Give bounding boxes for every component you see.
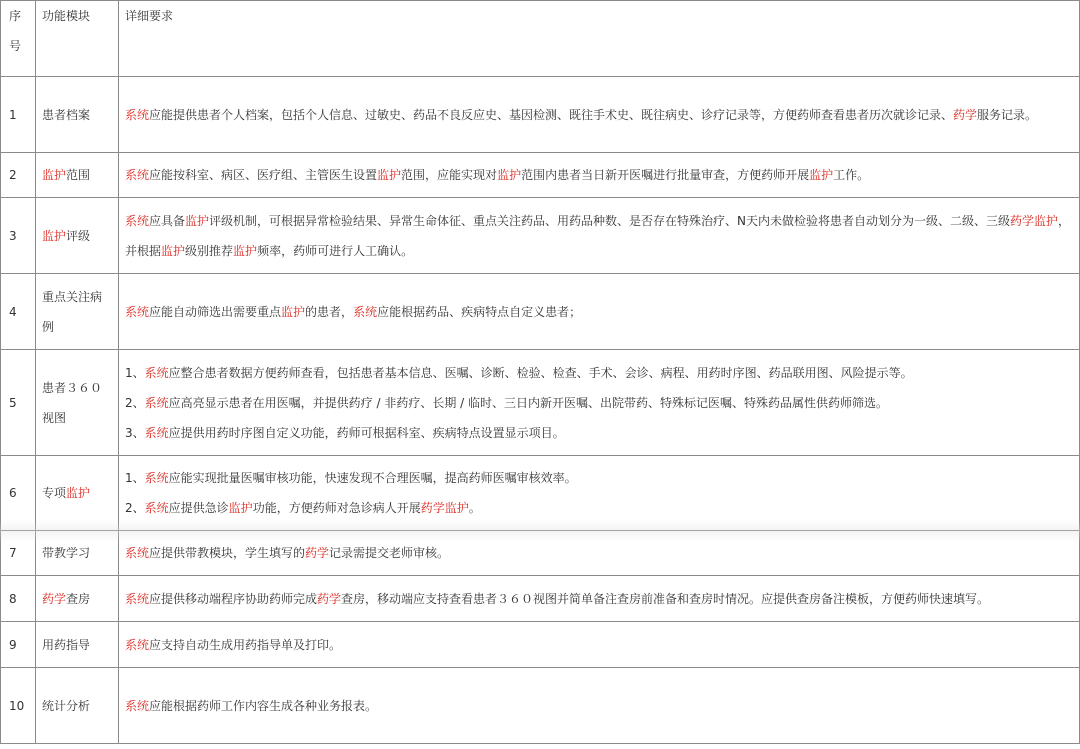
requirement-detail: [119, 622, 1080, 668]
text-segment: 带教学习: [42, 546, 91, 560]
table-row: [1, 274, 1080, 350]
module-name: [36, 576, 119, 622]
requirement-detail: [119, 274, 1080, 350]
highlight-text: 系统: [125, 107, 150, 122]
text-segment: 功能，方便药师对急诊病人开展: [252, 501, 421, 515]
text-segment: 应提供移动端程序协助药师完成: [149, 591, 318, 606]
header-requirement-label: 详细要求: [125, 9, 174, 23]
highlight-text: 监护: [42, 228, 67, 243]
requirement-detail: [119, 198, 1080, 274]
row-number: 10: [1, 668, 36, 744]
header-no: [1, 1, 36, 77]
text-segment: 统计分析: [42, 698, 91, 713]
requirement-detail: [119, 668, 1080, 744]
highlight-text: 系统: [125, 304, 150, 319]
requirement-detail: [119, 456, 1080, 531]
module-name: [36, 350, 119, 456]
text-segment: 级别推荐: [185, 243, 234, 258]
text-segment: 查房: [66, 591, 91, 606]
text-segment: 的患者，: [305, 304, 354, 319]
row-number: 9: [1, 622, 36, 668]
highlight-text: 系统: [125, 591, 150, 606]
text-segment: 查房，移动端应支持查看患者３６０视图并简单备注查房前准备和查房时情况。应提供查房备注模板，方便药师快速填写。: [341, 591, 990, 606]
row-number: 8: [1, 576, 36, 622]
requirement-line: [125, 463, 1073, 493]
highlight-text: 系统: [125, 637, 150, 652]
table-row: [1, 531, 1080, 576]
highlight-text: 系统: [144, 471, 169, 485]
text-segment: 2、: [125, 395, 145, 410]
text-segment: 应能根据药品、疾病特点自定义患者；: [377, 304, 582, 319]
text-segment: 应能实现批量医嘱审核功能，快速发现不合理医嘱，提高药师医嘱审核效率。: [168, 471, 577, 485]
text-segment: 工作。: [833, 168, 870, 182]
requirement-line: [125, 418, 1073, 448]
header-module-label: 功能模块: [42, 9, 91, 23]
row-number: 2: [1, 153, 36, 198]
module-name: [36, 531, 119, 576]
module-name: [36, 622, 119, 668]
text-segment: 范围: [66, 168, 91, 182]
highlight-text: 系统: [125, 546, 150, 560]
row-number: 5: [1, 350, 36, 456]
requirement-line: [125, 297, 1073, 327]
text-segment: 1、: [125, 365, 145, 380]
text-segment: 专项: [42, 486, 67, 500]
requirement-line: [125, 538, 1073, 568]
highlight-text: 药学监护: [420, 501, 469, 515]
highlight-text: 药学: [317, 591, 342, 606]
text-segment: 1、: [125, 471, 145, 485]
highlight-text: 监护: [377, 168, 402, 182]
text-segment: 重点关注病例: [42, 289, 103, 334]
requirement-line: [125, 160, 1073, 190]
requirement-line: [125, 493, 1073, 523]
text-segment: 应高亮显示患者在用医嘱，并提供药疗 / 非药疗、长期 / 临时、三日内新开医嘱、出院带药、特殊标记医嘱、特殊药品属性供药师筛选。: [168, 395, 889, 410]
table-row: [1, 198, 1080, 274]
text-segment: 记录需提交老师审核。: [329, 546, 450, 560]
table-row: [1, 668, 1080, 744]
table-row: [1, 153, 1080, 198]
highlight-text: 系统: [125, 698, 150, 713]
requirement-detail: [119, 576, 1080, 622]
text-segment: 应整合患者数据方便药师查看，包括患者基本信息、医嘱、诊断、检验、检查、手术、会诊、病程、用药时序图、药品联用图、风险提示等。: [168, 365, 913, 380]
header-no-label: 序号: [9, 9, 22, 53]
table-row: [1, 576, 1080, 622]
table-row: [1, 622, 1080, 668]
text-segment: 应提供急诊: [168, 501, 229, 515]
row-number: 1: [1, 77, 36, 153]
text-segment: 应提供用药时序图自定义功能，药师可根据科室、疾病特点设置显示项目。: [168, 425, 565, 440]
text-segment: 患者档案: [42, 107, 91, 122]
highlight-text: 监护: [161, 243, 186, 258]
requirement-line: [125, 691, 1073, 721]
highlight-text: 系统: [144, 365, 169, 380]
highlight-text: 系统: [353, 304, 378, 319]
table-header-row: [1, 1, 1080, 77]
module-name: [36, 456, 119, 531]
highlight-text: 监护: [228, 501, 253, 515]
requirement-line: [125, 358, 1073, 388]
highlight-text: 系统: [125, 213, 150, 228]
highlight-text: 监护: [281, 304, 306, 319]
text-segment: 评级机制，可根据异常检验结果、异常生命体征、重点关注药品、用药品种数、是否存在特殊治疗、N天内未做检验将患者自动划分为一级、二级、三级: [209, 213, 1011, 228]
text-segment: 。: [468, 501, 481, 515]
highlight-text: 系统: [144, 425, 169, 440]
row-number: 3: [1, 198, 36, 274]
text-segment: 应能自动筛选出需要重点: [149, 304, 282, 319]
requirement-detail: [119, 531, 1080, 576]
table-row: [1, 77, 1080, 153]
text-segment: 患者３６０视图: [42, 380, 103, 425]
requirement-line: [125, 630, 1073, 660]
text-segment: 频率，药师可进行人工确认。: [257, 243, 414, 258]
module-name: [36, 77, 119, 153]
text-segment: 服务记录。: [977, 107, 1038, 122]
module-name: [36, 198, 119, 274]
highlight-text: 药学: [42, 591, 67, 606]
highlight-text: 药学: [305, 546, 330, 560]
header-module: [36, 1, 119, 77]
highlight-text: 系统: [144, 501, 169, 515]
requirement-line: [125, 206, 1073, 266]
text-segment: 3、: [125, 425, 145, 440]
highlight-text: 系统: [125, 168, 150, 182]
text-segment: ，并根据: [125, 213, 1071, 258]
module-name: [36, 153, 119, 198]
requirement-detail: [119, 77, 1080, 153]
row-number: 4: [1, 274, 36, 350]
text-segment: 应支持自动生成用药指导单及打印。: [149, 637, 342, 652]
requirement-line: [125, 100, 1073, 130]
table-row: [1, 350, 1080, 456]
text-segment: 范围，应能实现对: [401, 168, 498, 182]
highlight-text: 监护: [185, 213, 210, 228]
row-number: 7: [1, 531, 36, 576]
requirement-detail: [119, 350, 1080, 456]
header-requirement: [119, 1, 1080, 77]
text-segment: 评级: [66, 228, 91, 243]
highlight-text: 监护: [809, 168, 834, 182]
module-name: [36, 274, 119, 350]
highlight-text: 监护: [66, 486, 91, 500]
highlight-text: 系统: [144, 395, 169, 410]
requirement-line: [125, 584, 1073, 614]
highlight-text: 药学: [953, 107, 978, 122]
module-name: [36, 668, 119, 744]
row-number: 6: [1, 456, 36, 531]
text-segment: 应具备: [149, 213, 186, 228]
highlight-text: 药学监护: [1010, 213, 1059, 228]
text-segment: 应能提供患者个人档案，包括个人信息、过敏史、药品不良反应史、基因检测、既往手术史、既往病史、诊疗记录等，方便药师查看患者历次就诊记录、: [149, 107, 954, 122]
text-segment: 用药指导: [42, 637, 91, 652]
text-segment: 2、: [125, 501, 145, 515]
highlight-text: 监护: [233, 243, 258, 258]
requirement-detail: [119, 153, 1080, 198]
text-segment: 应能根据药师工作内容生成各种业务报表。: [149, 698, 378, 713]
text-segment: 应能按科室、病区、医疗组、主管医生设置: [149, 168, 378, 182]
text-segment: 范围内患者当日新开医嘱进行批量审查，方便药师开展: [521, 168, 810, 182]
table-row: [1, 456, 1080, 531]
highlight-text: 监护: [497, 168, 522, 182]
text-segment: 应提供带教模块，学生填写的: [149, 546, 306, 560]
requirement-line: [125, 388, 1073, 418]
highlight-text: 监护: [42, 168, 67, 182]
